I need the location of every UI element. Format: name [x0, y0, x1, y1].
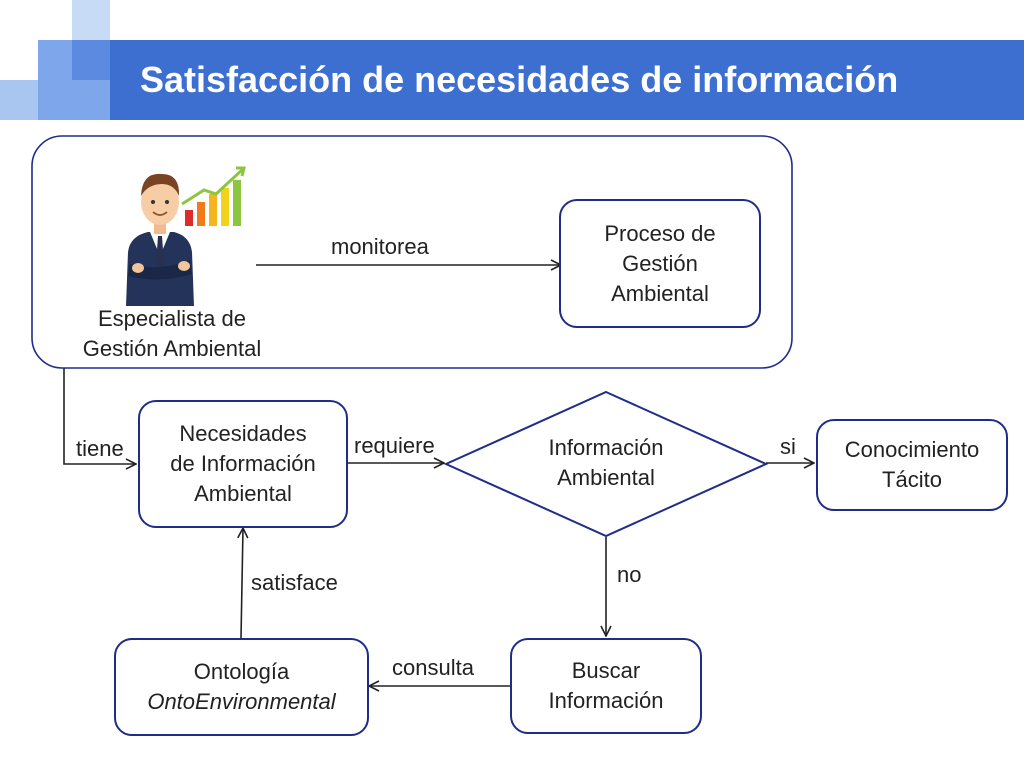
node-necesidades-informacion	[138, 400, 348, 528]
node-conocimiento-line1: Conocimiento	[844, 437, 980, 462]
node-proceso-line2: Gestión	[622, 250, 698, 276]
edge-label-no: no	[617, 562, 642, 587]
edge-satisface	[241, 528, 243, 638]
actor-label-line1: Especialista de	[98, 306, 246, 331]
actor-label-line2: Gestión Ambiental	[82, 336, 262, 361]
node-buscar-line2: Información	[548, 688, 664, 713]
node-necesidades-line1: Necesidades	[179, 421, 307, 446]
node-conocimiento-line2: Tácito	[882, 467, 942, 492]
node-ontologia	[114, 638, 369, 736]
node-ontologia-line2: OntoEnvironmental	[147, 689, 336, 714]
edge-label-satisface: satisface	[251, 570, 338, 595]
node-buscar-informacion	[510, 638, 702, 734]
node-conocimiento-tacito	[816, 419, 1008, 511]
node-necesidades-line3: Ambiental	[194, 481, 292, 506]
edge-label-tiene: tiene	[76, 436, 124, 461]
edge-label-requiere: requiere	[354, 433, 435, 458]
businessman-illustration	[108, 160, 250, 306]
node-proceso-line1: Proceso de	[604, 220, 716, 246]
decision-informacion-ambiental	[496, 430, 716, 496]
edge-label-si: si	[780, 434, 796, 459]
node-necesidades-line2: de Información	[170, 451, 316, 476]
node-proceso-line3: Ambiental	[611, 280, 709, 306]
edge-label-monitorea: monitorea	[331, 234, 429, 259]
node-ontologia-line1: Ontología	[193, 659, 290, 684]
node-buscar-line1: Buscar	[571, 658, 641, 683]
edge-label-consulta: consulta	[392, 655, 474, 680]
decision-line2: Ambiental	[557, 465, 655, 490]
decision-line1: Información	[548, 435, 664, 460]
slide-title: Satisfacción de necesidades de información	[140, 59, 899, 100]
actor-label	[50, 303, 294, 365]
node-proceso-gestion-ambiental	[559, 199, 761, 328]
